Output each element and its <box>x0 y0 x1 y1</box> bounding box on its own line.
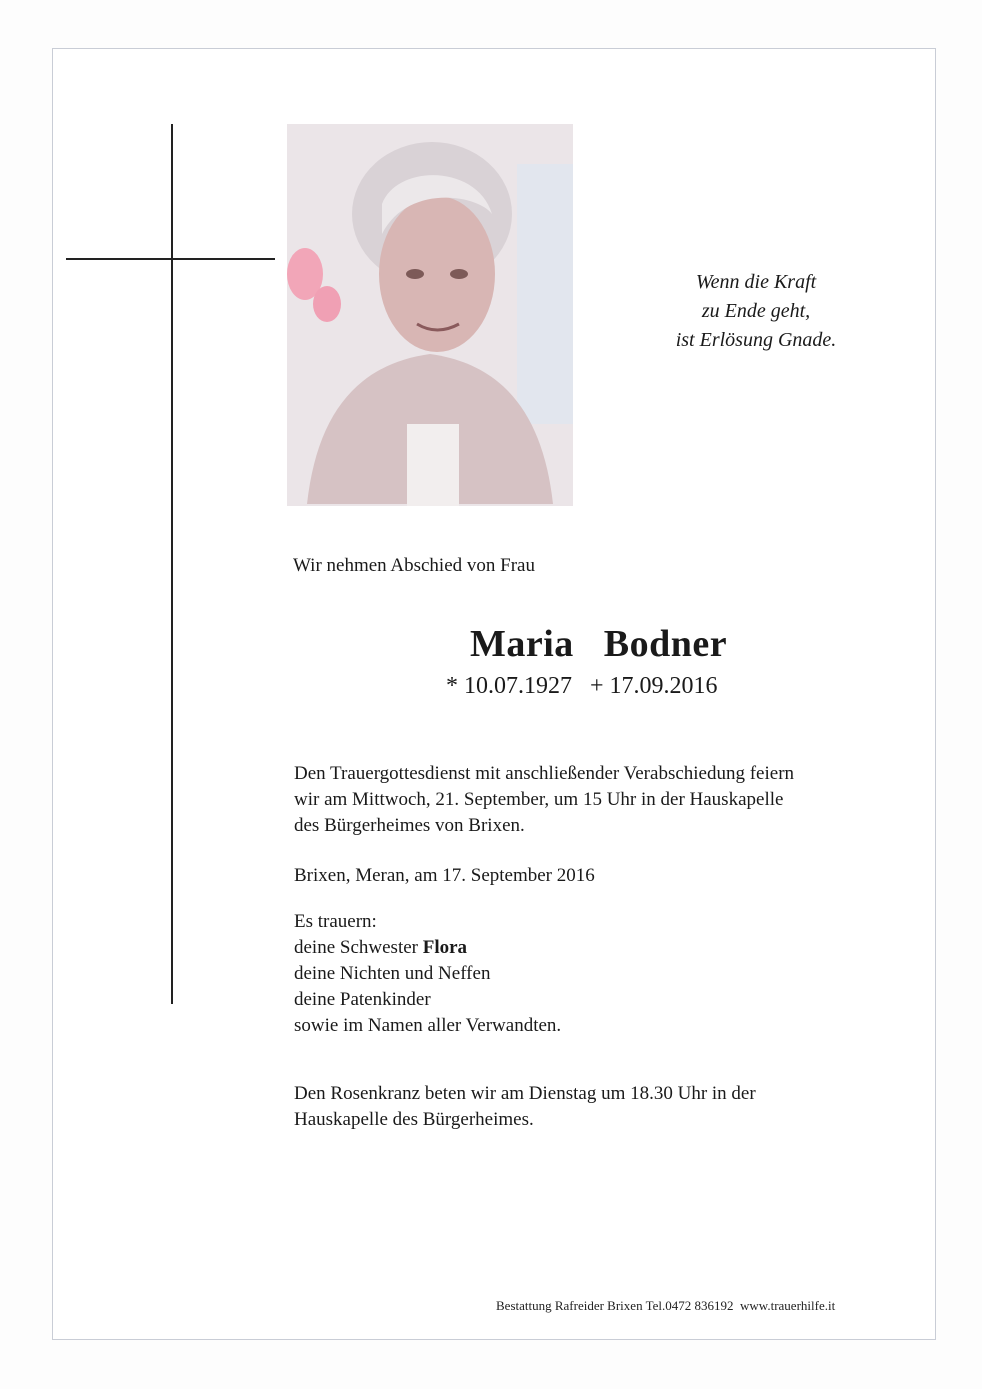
mourner-sister <box>294 935 561 961</box>
undertaker-name: Bestattung Rafreider Brixen <box>496 1298 643 1313</box>
mourner-line: sowie im Namen aller Verwandten. <box>294 1015 562 1036</box>
undertaker-footer <box>496 1298 835 1314</box>
quote-line: zu Ende geht, <box>701 300 811 322</box>
mourners-list <box>294 909 561 1039</box>
mourner-line: deine Patenkinder <box>294 989 431 1010</box>
service-announcement <box>294 761 794 839</box>
text-line: Den Rosenkranz beten wir am Dienstag um 18.30 Uhr in der <box>294 1083 756 1104</box>
quote-line: ist Erlösung Gnade. <box>675 329 837 351</box>
undertaker-phone: Tel.0472 836192 <box>645 1298 734 1313</box>
sister-name: Flora <box>422 937 468 958</box>
sister-prefix: deine Schwester <box>294 937 423 958</box>
first-name: Maria <box>470 623 574 665</box>
quote-line: Wenn die Kraft <box>695 271 817 293</box>
mourners-heading: Es trauern: <box>294 911 377 932</box>
death-date: + 17.09.2016 <box>590 673 718 699</box>
cross-vertical-bar <box>171 124 173 1004</box>
text-line: Den Trauergottesdienst mit anschließender Verabschiedung feiern <box>294 763 795 784</box>
mourner-line: deine Nichten und Neffen <box>294 963 491 984</box>
place-and-date: Brixen, Meran, am 17. September 2016 <box>294 865 595 886</box>
cross-horizontal-bar <box>66 258 275 260</box>
text-line: wir am Mittwoch, 21. September, um 15 Uhr in der Hauskapelle <box>294 789 784 810</box>
life-dates <box>446 673 718 700</box>
birth-date: * 10.07.1927 <box>446 673 572 699</box>
farewell-intro: Wir nehmen Abschied von Frau <box>293 555 535 576</box>
rosary-announcement <box>294 1081 756 1133</box>
text-line: des Bürgerheimes von Brixen. <box>294 815 525 836</box>
portrait-photo <box>287 124 573 506</box>
deceased-name <box>470 622 727 666</box>
memorial-quote <box>636 268 876 355</box>
text-line: Hauskapelle des Bürgerheimes. <box>294 1109 534 1130</box>
last-name: Bodner <box>603 623 728 665</box>
undertaker-website: www.trauerhilfe.it <box>740 1298 836 1313</box>
